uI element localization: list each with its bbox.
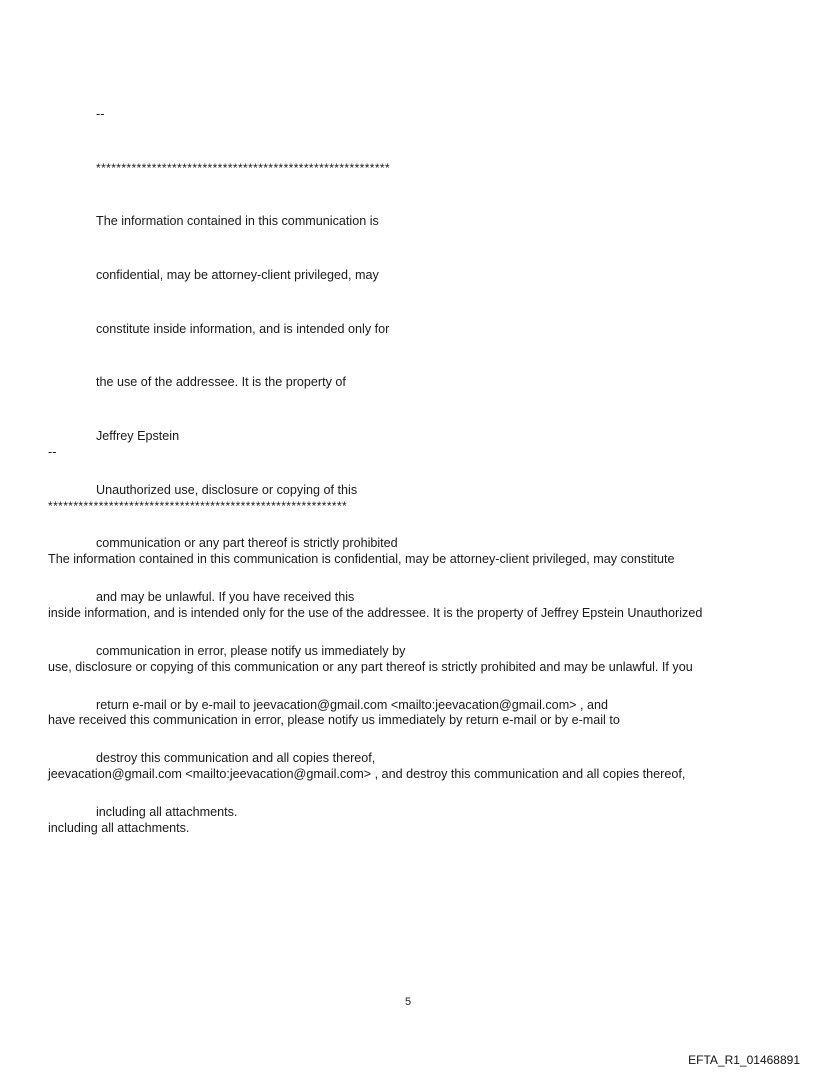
disclaimer-line: The information contained in this communication is confidential, may be attorney-client privileged, may constitute [48,552,675,567]
full-width-disclaimer-block [48,408,702,856]
separator-dashes: -- [96,106,105,121]
page-number: 5 [404,996,412,1008]
disclaimer-line: and may be unlawful. If you have received this [96,590,355,605]
disclaimer-line: communication or any part thereof is strictly prohibited [96,536,398,551]
disclaimer-line: use, disclosure or copying of this communication or any part thereof is strictly prohibited and may be unlawful. If you [48,659,693,674]
disclaimer-line: jeevacation@gmail.com <mailto:jeevacation@gmail.com> , and destroy this communication and all copies thereof, [48,767,686,782]
document-id-stamp: EFTA_R1_01468891 [688,1053,800,1067]
disclaimer-line: inside information, and is intended only for the use of the addressee. It is the property of Jeffrey Epstein Unauthorized [48,605,703,620]
disclaimer-line: destroy this communication and all copies thereof, [96,751,376,766]
disclaimer-line: communication in error, please notify us immediately by [96,643,406,658]
disclaimer-line: The information contained in this communication is [96,214,379,229]
disclaimer-line: have received this communication in error, please notify us immediately by return e-mail or by e-mail to [48,713,620,728]
separator-dashes: -- [48,444,57,459]
disclaimer-line: Unauthorized use, disclosure or copying of this [96,482,358,497]
disclaimer-line: constitute inside information, and is intended only for [96,321,390,336]
disclaimer-line: return e-mail or by e-mail to jeevacation@gmail.com <mailto:jeevacation@gmail.com> , and [96,697,609,712]
disclaimer-line: including all attachments. [96,804,238,819]
asterisk-divider: ********************************************************** [96,160,391,175]
disclaimer-line: the use of the addressee. It is the property of [96,375,346,390]
disclaimer-line: including all attachments. [48,820,190,835]
disclaimer-line: confidential, may be attorney-client privileged, may [96,267,379,282]
asterisk-divider: *********************************************************** [48,498,348,513]
disclaimer-line: Jeffrey Epstein [96,429,180,444]
